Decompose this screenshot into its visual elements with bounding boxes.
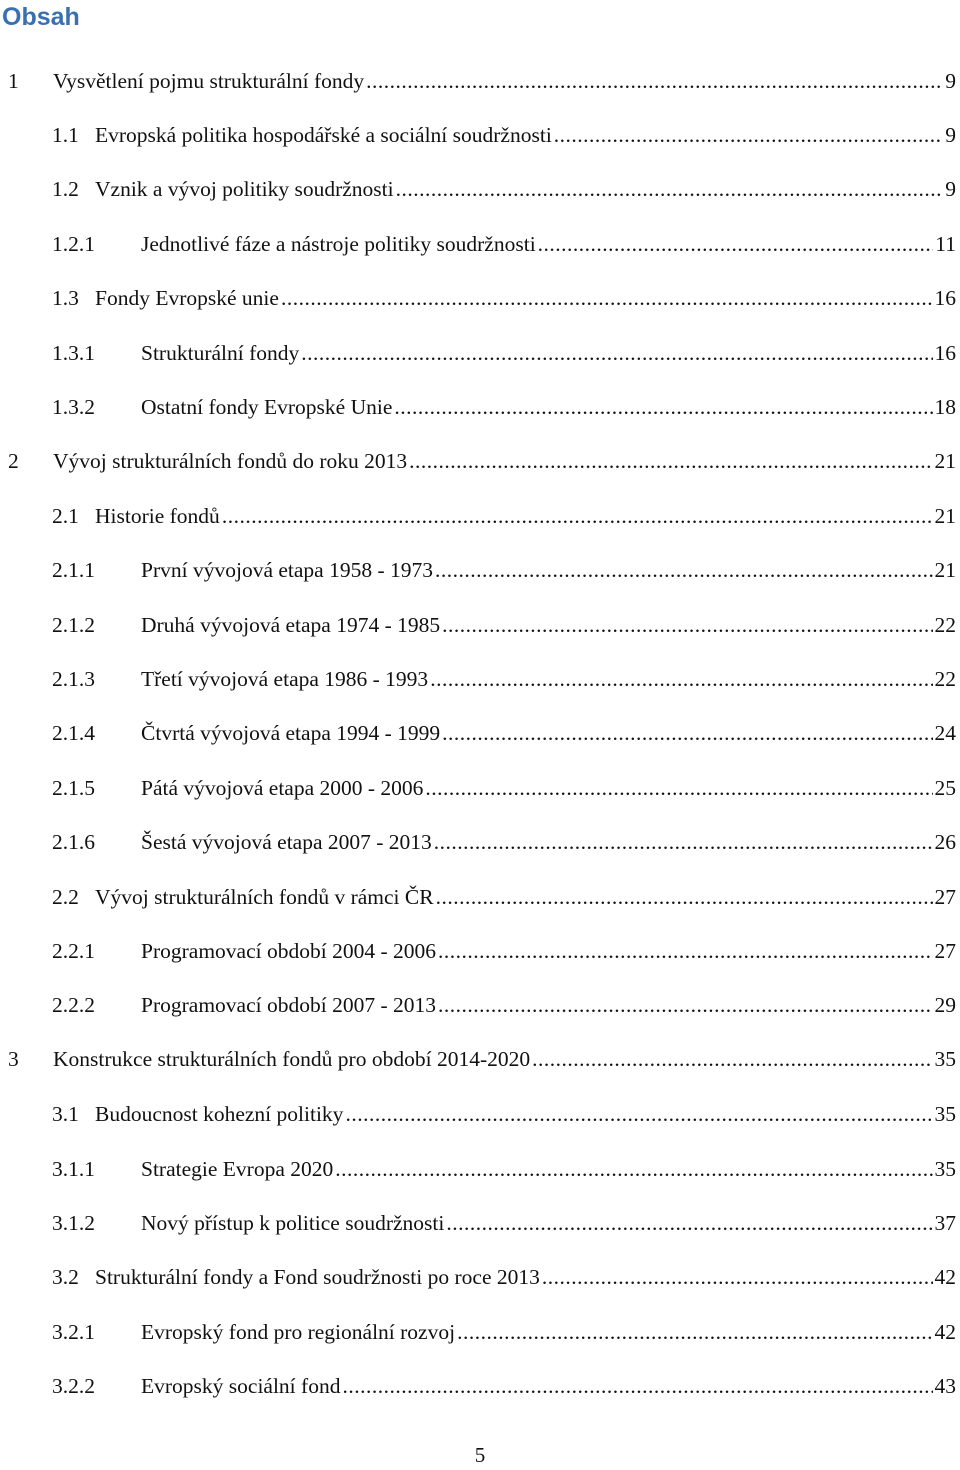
toc-entry-title: Strukturální fondy bbox=[141, 341, 300, 365]
page-number: 5 bbox=[474, 1443, 486, 1467]
toc-leader-dots bbox=[436, 880, 933, 914]
toc-leader-dots bbox=[342, 1369, 932, 1403]
toc-entry-title: Programovací období 2004 - 2006 bbox=[141, 939, 436, 963]
toc-entry[interactable] bbox=[52, 771, 956, 805]
toc-entry[interactable] bbox=[52, 227, 956, 261]
toc-entry-number: 3 bbox=[8, 1047, 19, 1071]
toc-entry-page: 21 bbox=[934, 558, 956, 582]
toc-entry-number: 3.1.2 bbox=[52, 1211, 95, 1235]
toc-entry-title: Evropská politika hospodářské a sociální soudržnosti bbox=[95, 123, 552, 147]
toc-entry-page: 35 bbox=[934, 1047, 956, 1071]
toc-entry[interactable] bbox=[52, 880, 956, 914]
toc-leader-dots bbox=[532, 1042, 932, 1076]
toc-entry-number: 1.3.2 bbox=[52, 395, 95, 419]
toc-entry-title: Vývoj strukturálních fondů v rámci ČR bbox=[95, 885, 434, 909]
toc-leader-dots bbox=[434, 825, 933, 859]
toc-leader-dots bbox=[425, 771, 932, 805]
toc-entry-page: 35 bbox=[934, 1157, 956, 1181]
toc-entry-title: Druhá vývojová etapa 1974 - 1985 bbox=[141, 613, 441, 637]
toc-entry-number: 2.2.1 bbox=[52, 939, 95, 963]
toc-entry[interactable] bbox=[52, 553, 956, 587]
toc-entry[interactable] bbox=[52, 1097, 956, 1131]
toc-entry-title: Strategie Evropa 2020 bbox=[141, 1157, 334, 1181]
toc-leader-dots bbox=[442, 608, 932, 642]
toc-entry-title: Nový přístup k politice soudržnosti bbox=[141, 1211, 445, 1235]
toc-entry-number: 2.1.6 bbox=[52, 830, 95, 854]
toc-entry[interactable] bbox=[52, 499, 956, 533]
toc-entry-page: 24 bbox=[934, 721, 956, 745]
toc-entry-title: Vysvětlení pojmu strukturální fondy bbox=[53, 69, 365, 93]
toc-leader-dots bbox=[542, 1260, 933, 1294]
toc-leader-dots bbox=[554, 118, 943, 152]
toc-entry-page: 22 bbox=[934, 667, 956, 691]
toc-entry-number: 1.2.1 bbox=[52, 232, 95, 256]
toc-entry-number: 2.2.2 bbox=[52, 993, 95, 1017]
toc-entry-title: Třetí vývojová etapa 1986 - 1993 bbox=[141, 667, 429, 691]
toc-entry-page: 21 bbox=[934, 504, 956, 528]
toc-entry-title: Evropský fond pro regionální rozvoj bbox=[141, 1320, 456, 1344]
toc-leader-dots bbox=[435, 553, 933, 587]
toc-entry-number: 2.1.4 bbox=[52, 721, 95, 745]
toc-entry-title: Konstrukce strukturálních fondů pro období 2014-2020 bbox=[53, 1047, 531, 1071]
toc-entry-page: 9 bbox=[945, 177, 956, 201]
toc-entry-number: 1.2 bbox=[52, 177, 79, 201]
toc-entry-number: 3.1 bbox=[52, 1102, 79, 1126]
toc-entry-title: Vývoj strukturálních fondů do roku 2013 bbox=[53, 449, 408, 473]
toc-entry-title: První vývojová etapa 1958 - 1973 bbox=[141, 558, 433, 582]
toc-entry-page: 29 bbox=[934, 993, 956, 1017]
toc-entry[interactable] bbox=[8, 64, 956, 98]
toc-entry-page: 43 bbox=[934, 1374, 956, 1398]
toc-entry-page: 27 bbox=[934, 939, 956, 963]
toc-entry-number: 1 bbox=[8, 69, 19, 93]
toc-entry-number: 1.1 bbox=[52, 123, 79, 147]
toc-entry[interactable] bbox=[52, 608, 956, 642]
toc-entry-number: 2 bbox=[8, 449, 19, 473]
toc-heading: Obsah bbox=[2, 3, 80, 31]
toc-leader-dots bbox=[222, 499, 933, 533]
toc-entry-page: 9 bbox=[945, 123, 956, 147]
toc-entry-number: 2.1.2 bbox=[52, 613, 95, 637]
toc-entry-page: 16 bbox=[934, 341, 956, 365]
toc-entry-title: Budoucnost kohezní politiky bbox=[95, 1102, 344, 1126]
toc-entry-page: 35 bbox=[934, 1102, 956, 1126]
toc-entry[interactable] bbox=[52, 1369, 956, 1403]
toc-entry-number: 2.2 bbox=[52, 885, 79, 909]
toc-leader-dots bbox=[446, 1206, 932, 1240]
toc-entry[interactable] bbox=[52, 988, 956, 1022]
toc-entry-title: Historie fondů bbox=[95, 504, 220, 528]
toc-entry-number: 2.1 bbox=[52, 504, 79, 528]
toc-entry[interactable] bbox=[52, 1315, 956, 1349]
toc-entry-page: 27 bbox=[934, 885, 956, 909]
toc-entry-title: Pátá vývojová etapa 2000 - 2006 bbox=[141, 776, 424, 800]
toc-entry-page: 18 bbox=[934, 395, 956, 419]
toc-leader-dots bbox=[394, 390, 932, 424]
toc-entry[interactable] bbox=[52, 825, 956, 859]
toc-entry-page: 22 bbox=[934, 613, 956, 637]
toc-entry[interactable] bbox=[52, 662, 956, 696]
toc-entry-title: Ostatní fondy Evropské Unie bbox=[141, 395, 393, 419]
toc-entry[interactable] bbox=[52, 336, 956, 370]
toc-entry-number: 1.3 bbox=[52, 286, 79, 310]
toc-entry-page: 42 bbox=[934, 1265, 956, 1289]
toc-entry-number: 2.1.5 bbox=[52, 776, 95, 800]
toc-entry-page: 21 bbox=[934, 449, 956, 473]
toc-entry[interactable] bbox=[52, 716, 956, 750]
toc-leader-dots bbox=[301, 336, 932, 370]
toc-entry-page: 16 bbox=[934, 286, 956, 310]
toc-entry-title: Fondy Evropské unie bbox=[95, 286, 279, 310]
toc-entry-title: Programovací období 2007 - 2013 bbox=[141, 993, 436, 1017]
toc-entry[interactable] bbox=[52, 934, 956, 968]
toc-entry-number: 3.2.2 bbox=[52, 1374, 95, 1398]
toc-leader-dots bbox=[442, 716, 932, 750]
toc-entry-number: 3.1.1 bbox=[52, 1157, 95, 1181]
toc-entry-page: 26 bbox=[934, 830, 956, 854]
toc-entry-title: Jednotlivé fáze a nástroje politiky soudržnosti bbox=[141, 232, 536, 256]
toc-entry-number: 1.3.1 bbox=[52, 341, 95, 365]
toc-entry-page: 25 bbox=[934, 776, 956, 800]
toc-entry-number: 2.1.1 bbox=[52, 558, 95, 582]
toc-entry-page: 9 bbox=[945, 69, 956, 93]
toc-leader-dots bbox=[366, 64, 943, 98]
toc-entry[interactable] bbox=[52, 172, 956, 206]
toc-leader-dots bbox=[335, 1152, 932, 1186]
toc-leader-dots bbox=[281, 281, 933, 315]
toc-entry[interactable] bbox=[52, 1260, 956, 1294]
toc-leader-dots bbox=[396, 172, 944, 206]
toc-leader-dots bbox=[438, 934, 933, 968]
toc-entry-title: Evropský sociální fond bbox=[141, 1374, 341, 1398]
toc-leader-dots bbox=[438, 988, 933, 1022]
toc-entry-title: Čtvrtá vývojová etapa 1994 - 1999 bbox=[141, 721, 441, 745]
toc-entry-page: 11 bbox=[935, 232, 956, 256]
toc-leader-dots bbox=[538, 227, 934, 261]
toc-entry-page: 42 bbox=[934, 1320, 956, 1344]
toc-entry[interactable] bbox=[52, 390, 956, 424]
toc-entry[interactable] bbox=[8, 1042, 956, 1076]
toc-entry[interactable] bbox=[52, 281, 956, 315]
toc-entry-title: Šestá vývojová etapa 2007 - 2013 bbox=[141, 830, 432, 854]
toc-entry[interactable] bbox=[8, 444, 956, 478]
toc-entry-number: 3.2 bbox=[52, 1265, 79, 1289]
toc-entry-number: 2.1.3 bbox=[52, 667, 95, 691]
toc-entry[interactable] bbox=[52, 1152, 956, 1186]
toc-entry[interactable] bbox=[52, 118, 956, 152]
toc-leader-dots bbox=[345, 1097, 932, 1131]
toc-leader-dots bbox=[430, 662, 932, 696]
toc-entry-number: 3.2.1 bbox=[52, 1320, 95, 1344]
toc-entry[interactable] bbox=[52, 1206, 956, 1240]
toc-leader-dots bbox=[457, 1315, 932, 1349]
toc-entry-title: Strukturální fondy a Fond soudržnosti po roce 2013 bbox=[95, 1265, 540, 1289]
toc-leader-dots bbox=[409, 444, 932, 478]
toc-entry-title: Vznik a vývoj politiky soudržnosti bbox=[95, 177, 394, 201]
toc-entry-page: 37 bbox=[934, 1211, 956, 1235]
